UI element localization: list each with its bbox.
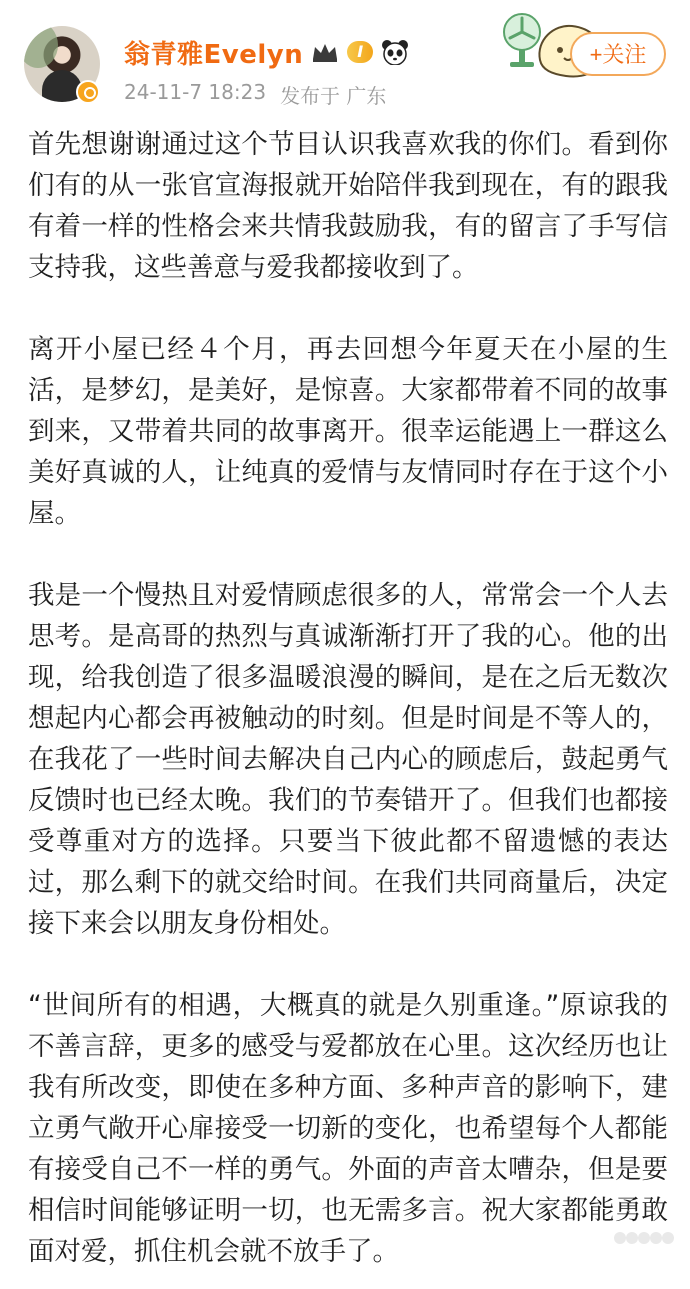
more-dots-icon[interactable] [612,1226,676,1250]
avatar-background [24,26,58,68]
username[interactable]: 翁青雅Evelyn [124,39,304,70]
post-paragraph-4: “世间所有的相遇，大概真的就是久别重逢。”原谅我的不善言辞，更多的感受与爱都放在心里。这次经历也让我有所改变，即使在多种方面、多种声音的影响下，建立勇气敞开心扉接受一切新的变化，也希望每个人都能有接受自己不一样的勇气。外面的声音太嘈杂，但是要相信时间能够证明一切，也无需多言。祝大家都能勇敢面对爱，抓住机会就不放手了。 [28,990,668,1267]
post-meta [124,80,386,109]
verified-badge-icon [76,80,100,104]
avatar-figure [42,70,82,102]
post-timestamp: 24-11-7 18:23 [124,80,267,104]
post-location: 发布于 广东 [280,84,387,108]
username-row [124,34,409,70]
follow-button[interactable]: +关注 [570,32,666,76]
post-paragraph-3: 我是一个慢热且对爱情顾虑很多的人，常常会一个人去思考。是高哥的热烈与真诚渐渐打开了我的心。他的出现，给我创造了很多温暖浪漫的瞬间，是在之后无数次想起内心都会再被触动的时刻。但是时间是不等人的，在我花了一些时间去解决自己内心的顾虑后，鼓起勇气反馈时也已经太晚。我们的节奏错开了。但我们也都接受尊重对方的选择。只要当下彼此都不留遗憾的表达过，那么剩下的就交给时间。在我们共同商量后，决定接下来会以朋友身份相处。 [28,580,668,939]
post-paragraph-1: 首先想谢谢通过这个节目认识我喜欢我的你们。看到你们有的从一张官宣海报就开始陪伴我到现在，有的跟我有着一样的性格会来共情我鼓励我，有的留言了手写信支持我，这些善意与爱我都接收到了。 [28,129,668,283]
panda-icon [381,39,409,65]
level-badge: I [347,41,373,63]
crown-icon [311,41,339,63]
post-header [0,0,690,112]
post-content [28,124,668,1272]
post-paragraph-2: 离开小屋已经４个月，再去回想今年夏天在小屋的生活，是梦幻，是美好，是惊喜。大家都带着不同的故事到来，又带着共同的故事离开。很幸运能遇上一群这么美好真诚的人，让纯真的爱情与友情同时存在于这个小屋。 [28,334,668,529]
follow-area [498,10,670,94]
